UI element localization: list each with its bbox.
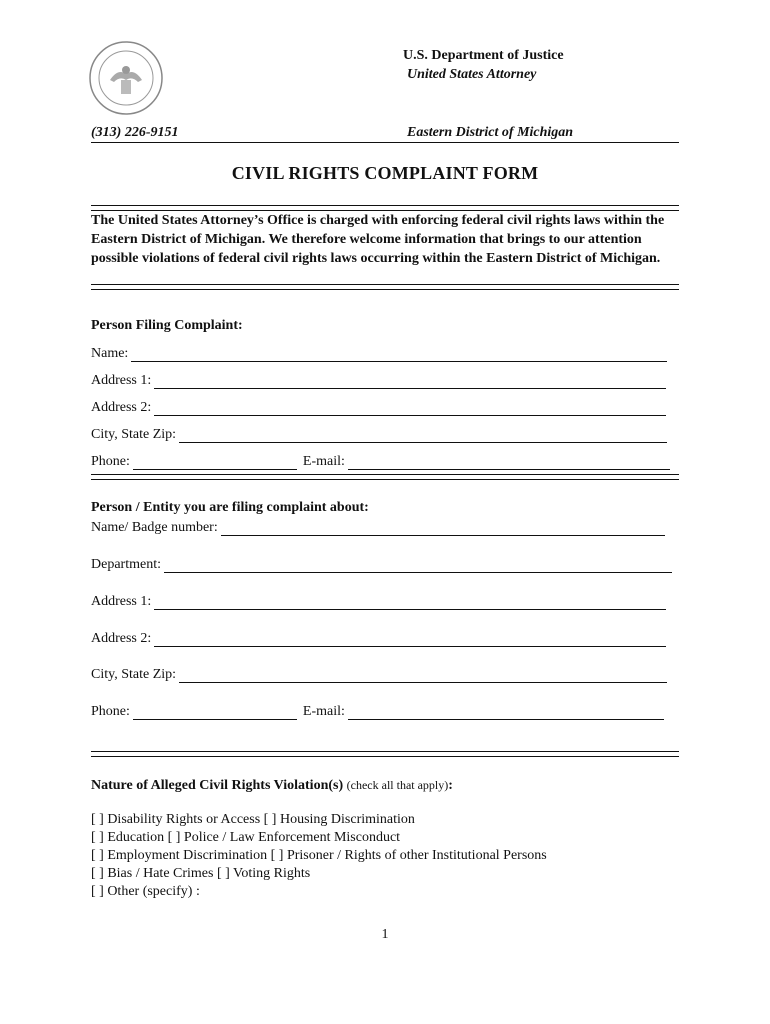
divider <box>91 284 679 290</box>
header-rule <box>91 142 679 143</box>
complainant-city-field[interactable] <box>91 423 667 443</box>
page-number: 1 <box>381 927 389 942</box>
field-label: City, State Zip: <box>91 427 177 442</box>
field-label: Name/ Badge number: <box>91 520 218 535</box>
name-input-line[interactable] <box>131 347 667 362</box>
violations-heading-text: Nature of Alleged Civil Rights Violation(s) <box>91 778 344 793</box>
address1-input-line[interactable] <box>154 374 666 389</box>
complainant-name-field[interactable] <box>91 342 667 362</box>
respondent-address2-field[interactable] <box>91 627 666 647</box>
field-label: Address 1: <box>91 594 152 609</box>
violation-option[interactable]: [ ] Education [ ] Police / Law Enforcement Misconduct <box>91 830 401 845</box>
address1-input-line[interactable] <box>154 595 666 610</box>
phone-input-line[interactable] <box>133 455 297 470</box>
department-name: U.S. Department of Justice <box>403 48 564 63</box>
city-input-line[interactable] <box>179 428 667 443</box>
respondent-name-field[interactable] <box>91 516 665 536</box>
field-label: Name: <box>91 346 129 361</box>
field-label: Department: <box>91 557 161 572</box>
field-label: City, State Zip: <box>91 667 177 682</box>
field-label: Phone: <box>91 454 130 469</box>
field-label: Address 2: <box>91 400 152 415</box>
respondent-department-field[interactable] <box>91 553 672 573</box>
complainant-phone-email-field[interactable] <box>91 450 670 470</box>
field-label: Phone: <box>91 704 130 719</box>
district-name: Eastern District of Michigan <box>407 125 574 140</box>
violation-option[interactable]: [ ] Other (specify) : <box>91 884 200 899</box>
email-input-line[interactable] <box>348 455 670 470</box>
complainant-address2-field[interactable] <box>91 396 666 416</box>
violation-option[interactable]: [ ] Bias / Hate Crimes [ ] Voting Rights <box>91 866 311 881</box>
violations-colon: : <box>448 778 453 793</box>
office-name: United States Attorney <box>407 67 537 82</box>
field-label: Address 2: <box>91 631 152 646</box>
city-input-line[interactable] <box>179 668 667 683</box>
doj-seal <box>88 40 164 116</box>
email-input-line[interactable] <box>348 705 664 720</box>
divider <box>91 474 679 480</box>
violations-heading <box>91 778 453 794</box>
violation-option[interactable]: [ ] Employment Discrimination [ ] Prisoner / Rights of other Institutional Persons <box>91 848 547 863</box>
respondent-address1-field[interactable] <box>91 590 666 610</box>
respondent-heading: Person / Entity you are filing complaint about: <box>91 500 369 515</box>
violation-option[interactable]: [ ] Disability Rights or Access [ ] Housing Discrimination <box>91 812 415 827</box>
field-label: E-mail: <box>302 704 345 719</box>
badge-input-line[interactable] <box>221 521 665 536</box>
field-label: E-mail: <box>302 454 345 469</box>
complainant-address1-field[interactable] <box>91 369 666 389</box>
complainant-heading: Person Filing Complaint: <box>91 318 243 333</box>
intro-text: The United States Attorney’s Office is charged with enforcing federal civil rights laws within the Eastern District of Michigan. We therefore welcome information that brings to our attention possible violations of federal civil rights laws occurring within the Eastern District of Michigan. <box>91 213 665 266</box>
department-input-line[interactable] <box>164 558 672 573</box>
address2-input-line[interactable] <box>154 401 666 416</box>
divider <box>91 751 679 757</box>
page-title: CIVIL RIGHTS COMPLAINT FORM <box>231 163 539 183</box>
field-label: Address 1: <box>91 373 152 388</box>
phone-input-line[interactable] <box>133 705 297 720</box>
respondent-phone-email-field[interactable] <box>91 700 664 720</box>
office-phone: (313) 226-9151 <box>91 125 179 140</box>
address2-input-line[interactable] <box>154 632 666 647</box>
violations-note: (check all that apply) <box>346 778 449 792</box>
respondent-city-field[interactable] <box>91 663 667 683</box>
